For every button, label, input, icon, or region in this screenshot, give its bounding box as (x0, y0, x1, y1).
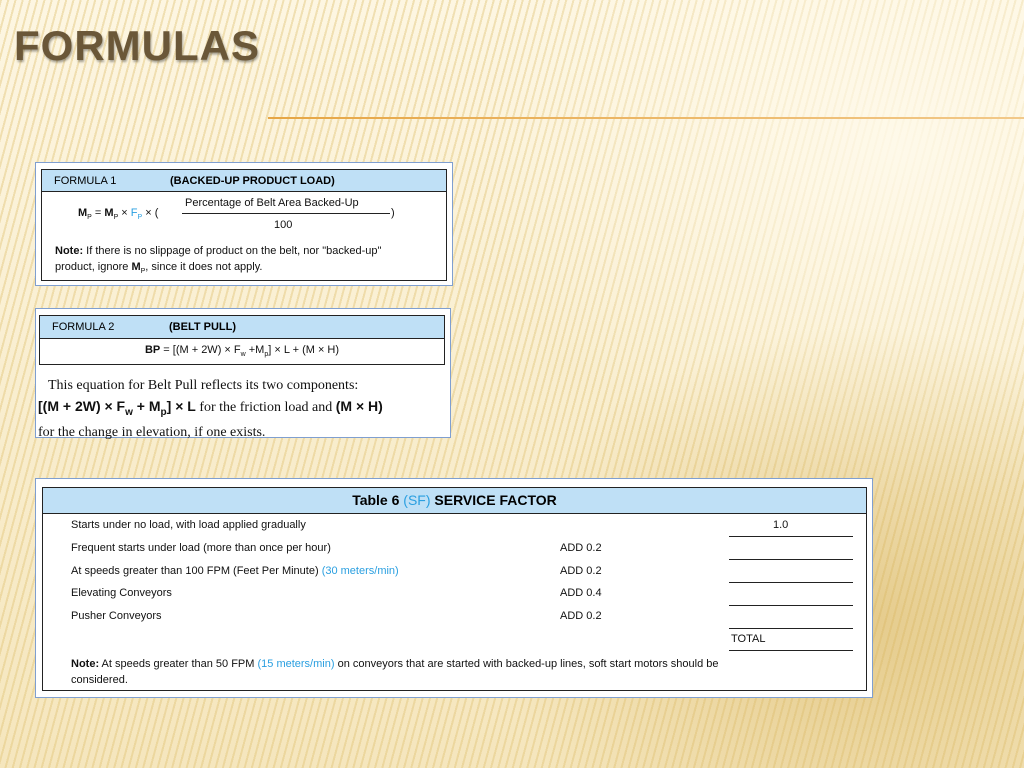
formula1-note (55, 243, 381, 280)
table6-row-value: 1.0 (773, 519, 789, 531)
table6-row-label-text: At speeds greater than 100 FPM (Feet Per Minute) (71, 565, 322, 577)
table6-title-b: SERVICE FACTOR (430, 492, 557, 508)
table6-value-line (729, 559, 853, 560)
table6-title-sf: (SF) (403, 492, 431, 508)
table6-row-add: ADD 0.2 (560, 542, 602, 554)
f2-desc-line1: This equation for Belt Pull reflects its two components: (48, 378, 359, 393)
table6-row-label: Frequent starts under load (more than once per hour) (71, 542, 331, 554)
formula2-heading: (BELT PULL) (169, 321, 237, 333)
formula1-panel (35, 162, 453, 286)
table6-row-add: ADD 0.2 (560, 610, 602, 622)
title-divider (268, 117, 1024, 119)
f2-desc-bold-d: (M × H) (335, 398, 383, 414)
table6-row-label: Pusher Conveyors (71, 610, 162, 622)
formula1-note-3: , since it does not apply. (145, 261, 263, 273)
table6-row-label (71, 565, 399, 577)
formula2-panel (35, 308, 451, 438)
formula1-heading: (BACKED-UP PRODUCT LOAD) (170, 175, 335, 187)
table6-title-a: Table 6 (352, 492, 404, 508)
formula1-note-2: product, ignore (55, 261, 132, 273)
eq-f-sub: P (137, 214, 143, 222)
table6-box (42, 487, 867, 691)
formula2-label: FORMULA 2 (52, 321, 115, 333)
table6-note (71, 656, 841, 688)
table6-note-b: on conveyors that are started with backed-up lines, soft start motors should be (334, 658, 719, 670)
formula1-numerator: Percentage of Belt Area Backed-Up (185, 197, 359, 209)
f2-c: ] × L + (M × H) (268, 344, 340, 356)
table6-row-add: ADD 0.2 (560, 565, 602, 577)
f2-desc-line3: for the change in elevation, if one exists. (38, 424, 266, 440)
f2-b-sub: p (264, 351, 269, 359)
table6-note-a: At speeds greater than 50 FPM (99, 658, 258, 670)
formula1-fraction-bar (182, 213, 390, 214)
table6-note-label: Note: (71, 658, 100, 670)
table6-total-label: TOTAL (731, 633, 766, 645)
formula2-description (38, 376, 446, 443)
f2-desc-bold-c: ] × L (166, 398, 196, 414)
table6-total-line (729, 650, 853, 651)
formula1-header (42, 170, 446, 192)
formula1-note-1: If there is no slippage of product on the belt, nor "backed-up" (83, 245, 382, 257)
eq-eq: = (91, 207, 105, 219)
eq-m: M (104, 207, 114, 219)
eq-times2: × ( (142, 207, 159, 219)
table6-value-line (729, 582, 853, 583)
table6-value-line (729, 628, 853, 629)
table6-value-line (729, 536, 853, 537)
formula1-box (41, 169, 447, 281)
formula1-equation (78, 207, 158, 221)
f2-bp: BP (144, 344, 161, 356)
formula2-box (39, 315, 445, 365)
table6-row-label: Starts under no load, with load applied gradually (71, 519, 306, 531)
formula1-label: FORMULA 1 (54, 175, 117, 187)
table6-header (43, 488, 866, 514)
formula1-note-m: M (131, 261, 141, 273)
eq-f: F (130, 207, 138, 219)
eq-lhs: M (78, 207, 88, 219)
f2-desc-bold-b-sub: p (160, 406, 167, 418)
f2-desc-bold-a: [(M + 2W) × F (38, 398, 126, 414)
eq-times: × (118, 207, 131, 219)
table6-note-c: considered. (71, 674, 128, 686)
f2-desc-bold-a-sub: w (125, 406, 133, 418)
table6-value-line (729, 605, 853, 606)
formula1-note-label: Note: (55, 245, 84, 257)
f2-a: = [(M + 2W) × F (160, 344, 241, 356)
f2-a-sub: w (240, 351, 246, 359)
formula2-header (40, 316, 444, 339)
page-title: FORMULAS (14, 22, 260, 69)
table6-panel (35, 478, 873, 698)
formula1-note-m-sub: P (140, 268, 146, 276)
formula1-denominator: 100 (274, 219, 293, 231)
f2-b: +M (245, 344, 265, 356)
f2-desc-2: for the friction load and (195, 400, 336, 415)
formula2-equation (40, 344, 444, 358)
f2-desc-bold-b: + M (132, 398, 161, 414)
table6-row-add: ADD 0.4 (560, 587, 602, 599)
table6-row-label: Elevating Conveyors (71, 587, 172, 599)
eq-m-sub: P (113, 214, 119, 222)
f2-desc-line2 (38, 396, 446, 423)
table6-note-blue: (15 meters/min) (257, 658, 335, 670)
formula1-close-paren: ) (391, 207, 395, 219)
table6-row-label-blue: (30 meters/min) (321, 565, 399, 577)
eq-lhs-sub: P (87, 214, 92, 222)
